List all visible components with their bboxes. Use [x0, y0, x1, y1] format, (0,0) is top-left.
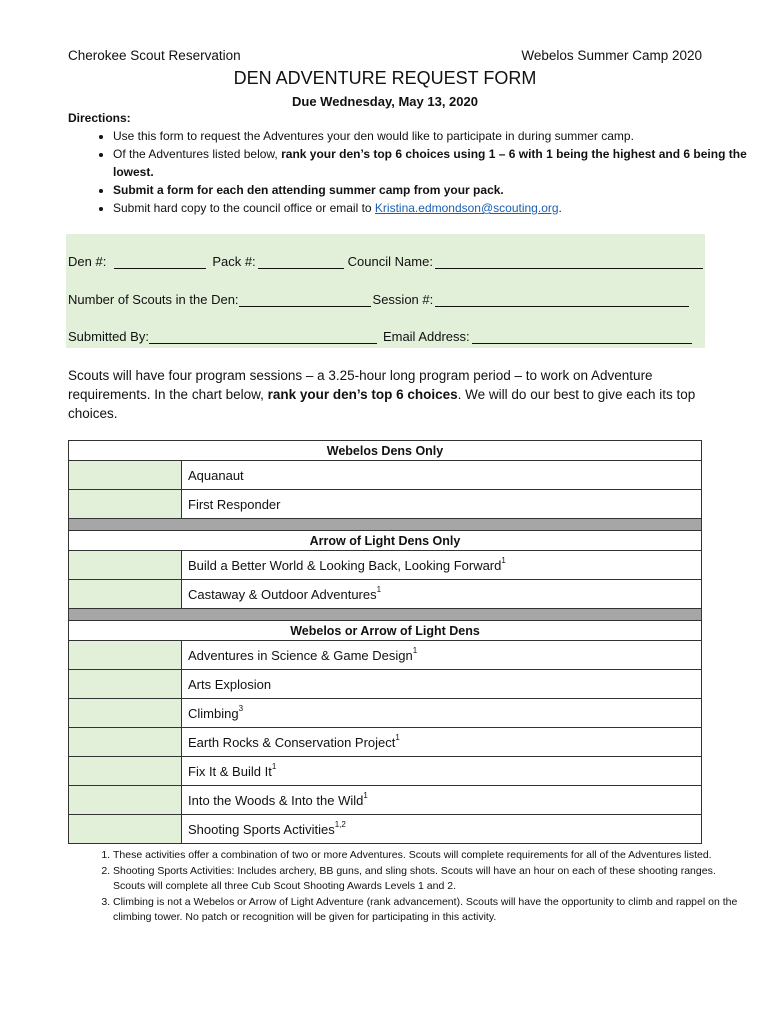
direction-bold-text: Submit a form for each den attending summer camp from your pack.	[113, 183, 504, 197]
den-number-label: Den #:	[68, 254, 107, 269]
footnote-ref: 3	[238, 703, 244, 713]
submitted-by-label: Submitted By:	[68, 329, 149, 344]
section-header-row	[69, 531, 702, 551]
section-title: Arrow of Light Dens Only	[69, 531, 702, 551]
intro-text: Scouts will have four program sessions – a 3.25-hour long program period – to work on Adventure requirements. In the chart below,	[68, 368, 653, 402]
den-info-row-1	[68, 254, 705, 269]
footnote-ref: 1,2	[334, 819, 346, 829]
session-label: Session #:	[372, 292, 434, 307]
footnote: 3. Climbing is not a Webelos or Arrow of Light Adventure (rank advancement). Scouts will have the opportunity to climb and rappel on the climbing tower. No patch or recognition will be given for participating in this activity.	[113, 895, 738, 926]
session-field[interactable]	[435, 292, 689, 307]
rank-input-cell[interactable]	[69, 757, 182, 786]
adventure-name-cell	[182, 699, 702, 728]
footnotes-list	[68, 848, 738, 926]
adventure-name: Into the Woods & Into the Wild	[188, 792, 364, 808]
adventure-row	[69, 551, 702, 580]
adventure-name-cell	[182, 490, 702, 519]
council-name-field[interactable]	[435, 254, 703, 269]
adventure-name: Earth Rocks & Conservation Project	[188, 734, 396, 750]
footnote-ref: 1	[376, 584, 382, 594]
rank-input-cell[interactable]	[69, 551, 182, 580]
section-title: Webelos Dens Only	[69, 441, 702, 461]
footnote-ref: 1	[412, 645, 418, 655]
header-right: Webelos Summer Camp 2020	[521, 48, 702, 63]
adventure-row	[69, 699, 702, 728]
header-left: Cherokee Scout Reservation	[68, 48, 241, 63]
directions-list	[68, 127, 753, 217]
section-header-row	[69, 441, 702, 461]
adventure-name-cell	[182, 461, 702, 490]
direction-item	[113, 199, 753, 217]
adventure-row	[69, 580, 702, 609]
scouts-count-label: Number of Scouts in the Den:	[68, 292, 239, 307]
scouts-count-field[interactable]	[239, 292, 371, 307]
direction-item	[113, 145, 753, 181]
adventure-name: Build a Better World & Looking Back, Looking Forward	[188, 557, 502, 573]
adventure-row	[69, 757, 702, 786]
rank-input-cell[interactable]	[69, 641, 182, 670]
rank-input-cell[interactable]	[69, 461, 182, 490]
email-address-label: Email Address:	[382, 329, 470, 344]
footnote-ref: 1	[271, 761, 277, 771]
den-info-row-3	[68, 329, 694, 344]
rank-input-cell[interactable]	[69, 670, 182, 699]
direction-text: Use this form to request the Adventures your den would like to participate in during summer camp.	[113, 129, 634, 143]
adventure-row	[69, 490, 702, 519]
footnote-ref: 1	[501, 555, 506, 565]
section-header-row	[69, 621, 702, 641]
adventure-name: Arts Explosion	[188, 676, 272, 692]
adventure-row	[69, 815, 702, 844]
rank-input-cell[interactable]	[69, 490, 182, 519]
den-info-row-2	[68, 292, 691, 307]
adventure-name-cell	[182, 757, 702, 786]
intro-text: . We will do our best to give each its top choices.	[68, 387, 696, 421]
den-number-field[interactable]	[114, 254, 206, 269]
direction-text: .	[558, 201, 562, 215]
rank-input-cell[interactable]	[69, 786, 182, 815]
intro-paragraph	[68, 366, 708, 423]
page-title: DEN ADVENTURE REQUEST FORM	[233, 68, 537, 88]
intro-bold-text: rank your den’s top 6 choices	[267, 387, 458, 402]
footnote-ref: 1	[363, 790, 368, 800]
rank-input-cell[interactable]	[69, 815, 182, 844]
pack-number-label: Pack #:	[212, 254, 256, 269]
section-divider	[69, 609, 702, 621]
footnote: 1. These activities offer a combination of two or more Adventures. Scouts will complete requirements for all of the Adventures listed.	[113, 848, 738, 864]
rank-input-cell[interactable]	[69, 699, 182, 728]
directions-label: Directions:	[68, 111, 131, 125]
adventure-name-cell	[182, 580, 702, 609]
adventure-name: Aquanaut	[188, 467, 244, 483]
council-name-label: Council Name:	[347, 254, 433, 269]
section-divider	[69, 519, 702, 531]
adventure-row	[69, 641, 702, 670]
adventure-name-cell	[182, 551, 702, 580]
direction-bold-text: rank your den’s top 6 choices using 1 – 6 with 1 being the highest and 6 being the lowest.	[113, 147, 747, 179]
adventure-row	[69, 461, 702, 490]
rank-input-cell[interactable]	[69, 728, 182, 757]
divider-cell	[69, 609, 702, 621]
direction-text: Of the Adventures listed below,	[113, 147, 282, 161]
divider-cell	[69, 519, 702, 531]
adventure-row	[69, 728, 702, 757]
adventure-name: Shooting Sports Activities	[188, 821, 335, 837]
adventure-name-cell	[182, 786, 702, 815]
rank-input-cell[interactable]	[69, 580, 182, 609]
adventure-table	[68, 440, 702, 844]
adventure-name: Climbing	[188, 705, 239, 721]
footnote: 2. Shooting Sports Activities: Includes archery, BB guns, and sling shots. Scouts will have an hour on each of these shooting ranges. Scouts will complete all three Cub Scout Shooting Awards Levels 1 and 2.	[113, 864, 738, 895]
adventure-name: Fix It & Build It	[188, 763, 272, 779]
adventure-row	[69, 786, 702, 815]
adventure-name-cell	[182, 728, 702, 757]
adventure-row	[69, 670, 702, 699]
direction-item	[113, 127, 753, 145]
adventure-name: First Responder	[188, 496, 281, 512]
adventure-name-cell	[182, 670, 702, 699]
adventure-name-cell	[182, 815, 702, 844]
email-address-field[interactable]	[472, 329, 692, 344]
submitted-by-field[interactable]	[149, 329, 377, 344]
adventure-name-cell	[182, 641, 702, 670]
adventure-name: Castaway & Outdoor Adventures	[188, 586, 377, 602]
email-link[interactable]: Kristina.edmondson@scouting.org	[374, 201, 559, 215]
due-date: Due Wednesday, May 13, 2020	[292, 94, 478, 109]
pack-number-field[interactable]	[258, 254, 344, 269]
direction-text: Submit hard copy to the council office or email to	[113, 201, 375, 215]
adventure-name: Adventures in Science & Game Design	[188, 647, 413, 663]
direction-item	[113, 181, 753, 199]
section-title: Webelos or Arrow of Light Dens	[69, 621, 702, 641]
footnote-ref: 1	[395, 732, 400, 742]
